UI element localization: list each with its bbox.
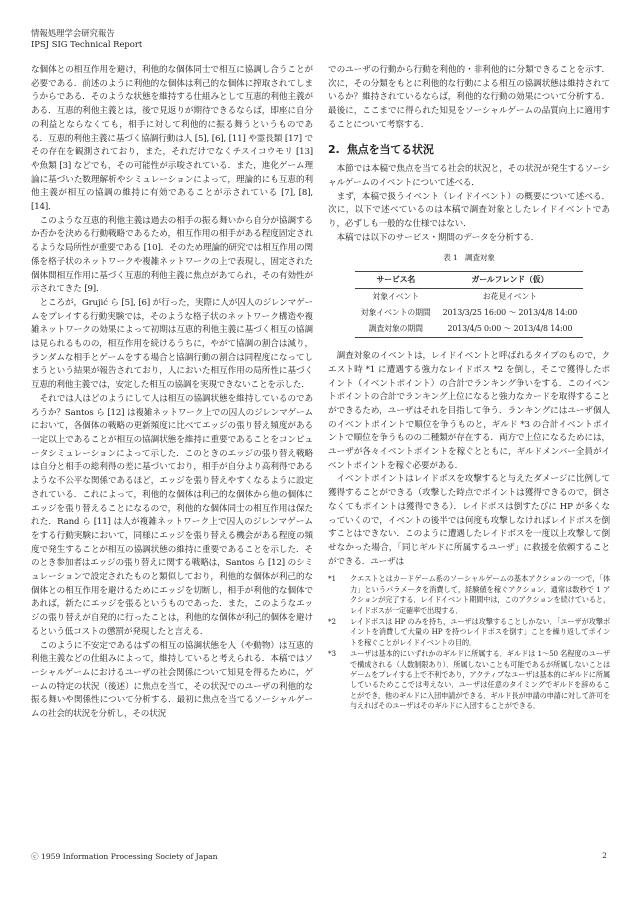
table-row bbox=[355, 305, 583, 321]
paragraph: イベントポイントはレイドボスを攻撃すると与えたダメージに比例して獲得することができる（攻撃した時点でポイントは獲得できるので，倒さなくてもポイントは獲得できる）．レイドボスは倒すたびに HP が多くなっていくので，イベントの後半では何度も攻撃しなければレイドボスを倒すことはできない．このように遭遇したレイドボスを一度以上攻撃して倒せなかった場合，「同じギルドに所属するユーザ」に救援を依頼することができる．ユーザは bbox=[328, 474, 610, 567]
footnote-text: クエストとはカードゲーム系のソーシャルゲームの基本アクションの一つで，「体力」というパラメータを消費して，経験値を稼ぐアクション．通常は数秒で 1 アクションが完了する．レイドイベント期間中は，このアクションを続けていると，レイドボスが一定確率で出現する． bbox=[350, 574, 610, 615]
section-number: 2. bbox=[328, 142, 340, 156]
footnote-mark: *2 bbox=[328, 617, 336, 627]
table-header-cell: ガールフレンド（仮） bbox=[471, 275, 549, 285]
paragraph: ところが，Grujić ら [5], [6] が行った，実際に人が囚人のジレンマゲームをプレイする行動実験では，そのような格子状のネットワーク構造や複雑ネットワークの効果によって初期は互恵的利他主義に基づく相互の協調は見られるものの，相互作用を続けるうちに，やがて協調の割合は減り，ランダムな相手とゲームをする場合と協調行動の割合は同程度になってしまうという結果が報告されており，人においた相互作用の局所性に基づく互恵的利他主義では，安定した相互の協調を実現できないことを示した． bbox=[31, 297, 313, 391]
left-column bbox=[31, 64, 313, 722]
table-cell: 調査対象の期間 bbox=[368, 324, 423, 334]
footnotes bbox=[328, 574, 610, 711]
footnote bbox=[328, 574, 610, 616]
copyright-notice: ⓒ 1959 Information Processing Society of Japan bbox=[31, 852, 218, 861]
header-title-jp: 情報処理学会研究報告 bbox=[31, 28, 115, 38]
paragraph: 調査対象のイベントは，レイドイベントと呼ばれるタイプのもので，クエスト時 *1 に遭遇する強力なレイドボス *2 を倒し，そこで獲得したポイント（イベントポイント）の合計でランキング争いをする．このイベントポイントの合計でランキング上位になると強力なカードを取得することができるため，ユーザはそれを目指して争う．ランキングにはユーザ個人のイベントポイントで順位を争うものと，ギルド *3 の合計イベントポイントで順位を争うものの二種類が存在する．両方で上位になるためには，ユーザが各々イベントポイントを稼ぐとともに，ギルドメンバー全員がイベントポイントを稼ぐ必要がある． bbox=[328, 351, 610, 471]
table-row bbox=[355, 321, 583, 338]
paragraph: な個体との相互作用を避け，利他的な個体同士で相互に協調し合うことが必要である．前述のように利他的な個体は利己的な個体に搾取されてしまうからである．そのような状態を維持する仕組みとして互恵的利他主義がある．互恵的利他主義とは，後で見返りが期待できるならば，即座に自分の利益とならなくても，相手に対して利他的に振る舞うというものである．互恵的利他主義に基づく協調行動は人 [5], [6], [11] や霊長類 [17] でその存在を観測されており，また，それだけでなくチスイコウモリ [13] や魚類 [3] などでも，その可能性が示唆されている．また，進化ゲーム理論に基づいた数理解析やシミュレーションによって，理論的にも互恵的利他主義が相互の協調の維持に有効であることが示されている [7], [8], [14]． bbox=[31, 65, 313, 213]
paragraph: まず，本稿で扱うイベント（レイドイベント）の概要について述べる．次に，以下で述べているのは本稿で調査対象としたレイドイベントであり，必ずしも一般的な仕様ではない． bbox=[328, 191, 610, 230]
header-title-en: IPSJ SIG Technical Report bbox=[31, 39, 143, 49]
footnote-mark: *3 bbox=[328, 649, 336, 659]
footnote-mark: *1 bbox=[328, 574, 336, 584]
footnote-text: ユーザは基本的にいずれかのギルドに所属する．ギルドは 1〜50 名程度のユーザで構成される（人数制限あり）．所属しないことも可能であるが所属しないことはゲームをプレイする上で不利であり，アクティブなユーザは基本的にギルドに所属しているためここでは考えない．ユーザは任意のタイミングでギルドを辞めることができ，他のギルドに入団申請ができる．ギルド長が申請の申請に対して許可を与えればそのユーザはそのギルドに入団することができる． bbox=[350, 649, 610, 711]
footnote-text: レイドボスは HP のみを持ち，ユーザは攻撃することしかない．「ユーザが攻撃ポイントを消費して大量の HP を持つレイドボスを倒す」ことを繰り返してポイントを稼ぐことがレイドイベントの目的． bbox=[350, 617, 610, 647]
table-header-row bbox=[355, 272, 583, 289]
section-title: 焦点を当てる状況 bbox=[346, 142, 434, 156]
paragraph: このように不安定であるはずの相互の協調状態を人（や動物）は互恵的利他主義などの仕組みによって，維持していると考えられる．本稿ではソーシャルゲームにおけるユーザの社会関係について知見を得るために，ゲームの特定の状況（後述）に焦点を当て，その状況でのユーザの利他的な振る舞いや関係性について分析する．最初に焦点を当てるソーシャルゲームの社会的状況を分析し，その状況 bbox=[31, 640, 313, 720]
table-cell: 2013/4/5 0:00 〜 2013/4/8 14:00 bbox=[447, 324, 573, 334]
survey-target-table bbox=[355, 271, 583, 338]
table-cell: お花見イベント bbox=[482, 292, 537, 302]
paragraph: でのユーザの行動から行動を利他的・非利他的に分類できることを示す．次に，その分類をもとに利他的な行動による相互の協調状態は維持されているか？維持されているならば，利他的な行動の効果について分析する．最後に，ここまでに得られた知見をソーシャルゲームの品質向上に適用することについて考察する． bbox=[328, 65, 610, 130]
paragraph: 本稿では以下のサービス・期間のデータを分析する． bbox=[336, 232, 540, 243]
paragraph: それでは人はどのようにして人は相互の協調状態を維持しているのであろうか？Santos ら [12] は複雑ネットワーク上での囚人のジレンマゲームにおいて，各個体の戦略の更新頻度に比べてエッジの張り替え頻度がある一定以上であることが相互の協調状態を維持に重要であることをコンピュータシミュレーションによって示した．このときのエッジの張り替え戦略は自分と相手の総利得の差に基づいており，相手が自分より高利得であるような不公平な関係であるほど，エッジを張り替えやすくなるように設定されている．これによって，利他的な個体は利己的な個体から他の個体にエッジを張り替えることになるので，利他的な個体同士の相互作用は保たれた．Rand ら [11] は人が複雑ネットワーク上で囚人のジレンマゲームをする行動実験において，同様にエッジを張り替える機会がある程度の頻度で発生することが相互の協調状態の維持に重要であることを示した．そのとき参加者はエッジの張り替えに関する戦略は，Santos ら [12] のシミュレーションで設定されたものと類似しており，利他的な個体が利己的な個体との相互作用を避けるためにエッジを切断し，相手が利他的な個体であれば，新たにエッジを張るというものであった．また，このようなエッジの張り替えが自発的に行ったことは，利他的な個体が利己的個体を避けるという低コストの懲罰が発現したと言える． bbox=[31, 393, 313, 637]
table-caption: 表 1 調査対象 bbox=[443, 253, 495, 263]
section-heading bbox=[328, 143, 610, 157]
table-cell: 2013/3/25 16:00 〜 2013/4/8 14:00 bbox=[442, 308, 578, 318]
table-row bbox=[355, 289, 583, 306]
footnote bbox=[328, 649, 610, 711]
report-header bbox=[31, 28, 142, 50]
paragraph: 本節では本稿で焦点を当てる社会的状況と，その状況が発生するソーシャルゲームのイベントについて述べる． bbox=[328, 164, 610, 188]
table-cell: 対象イベント bbox=[372, 292, 419, 302]
page-number: 2 bbox=[602, 851, 607, 860]
right-column bbox=[328, 64, 610, 713]
table-header-cell: サービス名 bbox=[376, 275, 416, 285]
paragraph: このような互恵的利他主義は過去の相手の振る舞いから自分が協調するか否かを決める行動戦略であるため，相互作用の相手がある程度固定されるような局所性が重要である [10]．そのため理論的研究では相互作用の関係を格子状のネットワークや複雑ネットワークの上で表現し，固定された個体間相互作用に基づく互恵的利他主義に焦点があてられ，その有効性が示されてきた [9]． bbox=[31, 215, 313, 295]
table-cell: 対象イベントの期間 bbox=[360, 308, 431, 318]
page-footer bbox=[31, 851, 607, 862]
footnote bbox=[328, 617, 610, 648]
